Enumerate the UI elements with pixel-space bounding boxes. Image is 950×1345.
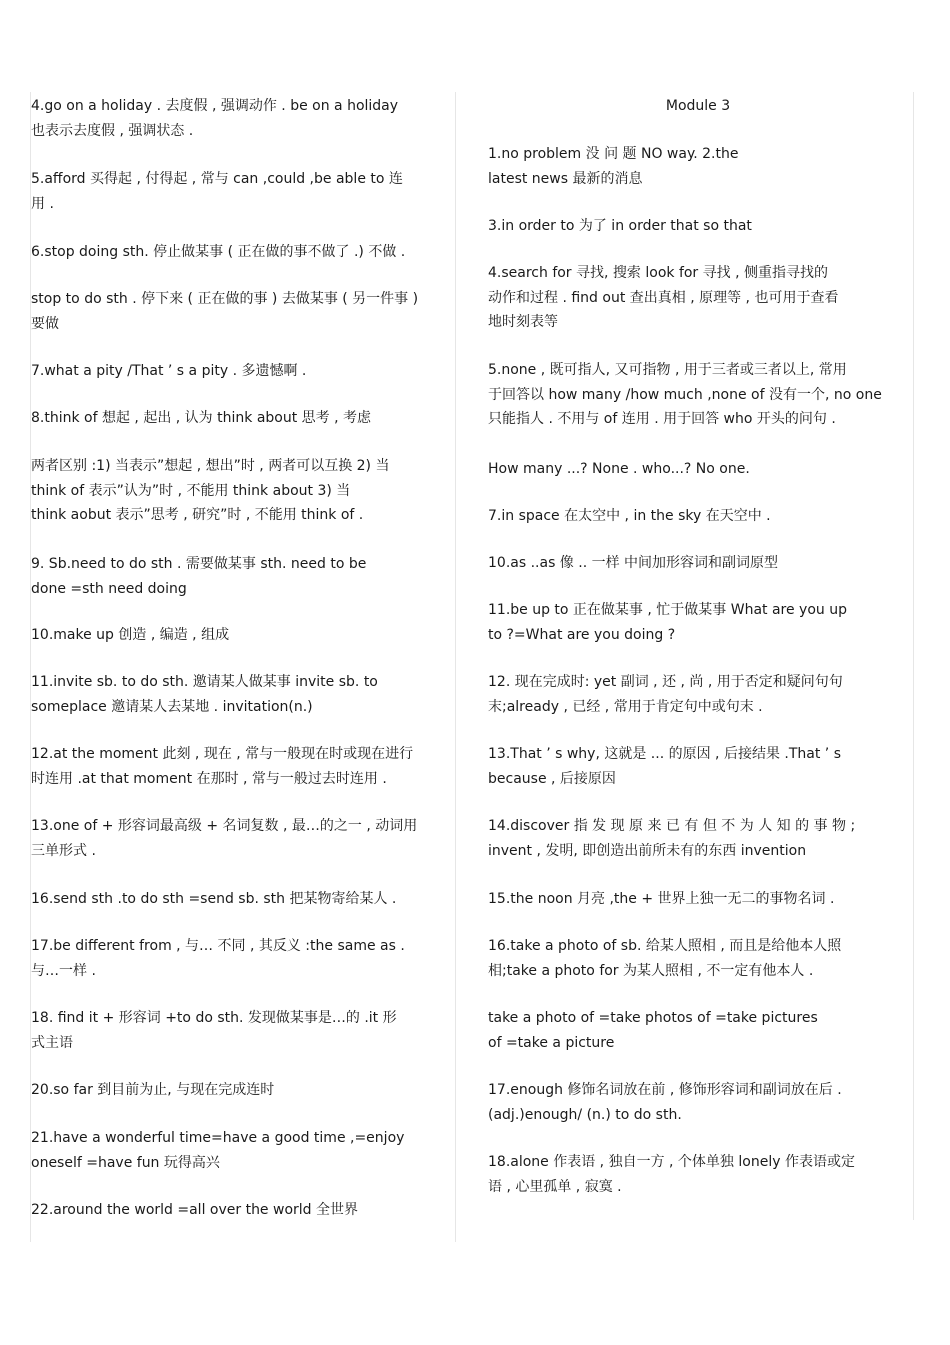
entry-line: because , 后接原因	[488, 770, 616, 787]
entry-line: 动作和过程 . find out 查出真相 , 原理等 , 也可用于查看	[488, 289, 839, 306]
entry-line: 13.That ’ s why, 这就是 ... 的原因 , 后接结果 .That ’ s	[488, 746, 842, 762]
entry-line: 只能指人 . 不用与 of 连用 . 用于回答 who 开头的问句 .	[488, 411, 836, 427]
entry-line: 12. 现在完成时: yet 副词 , 还 , 尚 , 用于否定和疑问句句	[488, 674, 843, 690]
entry-line: 12.at the moment 此刻 , 现在 , 常与一般现在时或现在进行	[31, 746, 414, 762]
entry-line: 7.what a pity /That ’ s a pity . 多遗憾啊 .	[31, 363, 307, 379]
entry-line: 18. find it + 形容词 +to do sth. 发现做某事是…的 .it 形	[31, 1010, 397, 1026]
entry-line: invent , 发明, 即创造出前所未有的东西 invention	[488, 842, 807, 859]
right-entry	[488, 504, 908, 529]
entry-line: think aobut 表示”思考 , 研究”时 , 不能用 think of .	[31, 507, 364, 523]
entry-line: (adj.)enough/ (n.) to do sth.	[488, 1106, 682, 1123]
entry-line: oneself =have fun 玩得高兴	[31, 1154, 220, 1171]
left-entry	[31, 742, 451, 791]
right-entry	[488, 142, 908, 191]
entry-line: 时连用 .at that moment 在那时 , 常与一般过去时连用 .	[31, 770, 387, 787]
entry-line: 11.invite sb. to do sth. 邀请某人做某事 invite sb. to	[31, 674, 378, 690]
entry-line: 17.enough 修饰名词放在前 , 修饰形容词和副词放在后 .	[488, 1082, 842, 1098]
entry-line: 17.be different from , 与… 不同 , 其反义 :the same as .	[31, 938, 405, 954]
entry-line: 1.no problem 没 问 题 NO way. 2.the	[488, 146, 739, 162]
left-entry	[31, 167, 451, 216]
right-entry	[488, 887, 908, 912]
entry-line: 5.none , 既可指人, 又可指物 , 用于三者或三者以上, 常用	[488, 362, 847, 378]
left-entry	[31, 1006, 451, 1055]
entry-line: 21.have a wonderful time=have a good time ,=enjoy	[31, 1130, 405, 1146]
entry-line: latest news 最新的消息	[488, 170, 643, 187]
entry-line: of =take a picture	[488, 1034, 615, 1051]
right-entry	[488, 1078, 908, 1127]
entry-line: stop to do sth . 停下来 ( 正在做的事 ) 去做某事 ( 另一件事 )	[31, 291, 419, 307]
right-entry	[488, 261, 908, 335]
entry-line: 20.so far 到目前为止, 与现在完成连时	[31, 1082, 275, 1098]
entry-line: 11.be up to 正在做某事 , 忙于做某事 What are you up	[488, 602, 847, 618]
entry-line: 三单形式 .	[31, 842, 96, 859]
entry-line: 3.in order to 为了 in order that so that	[488, 218, 752, 234]
left-entry	[31, 1078, 451, 1103]
left-entry	[31, 552, 451, 601]
right-entry	[488, 358, 908, 432]
entry-line: 16.take a photo of sb. 给某人照相 , 而且是给他本人照	[488, 938, 842, 954]
left-entry	[31, 814, 451, 863]
left-entry	[31, 406, 451, 431]
right-entry	[488, 1150, 908, 1199]
entry-line: 相;take a photo for 为某人照相 , 不一定有他本人 .	[488, 962, 814, 979]
entry-line: 18.alone 作表语 , 独自一方 , 个体单独 lonely 作表语或定	[488, 1154, 855, 1170]
entry-line: 末;already , 已经 , 常用于肯定句中或句末 .	[488, 698, 763, 715]
entry-line: someplace 邀请某人去某地 . invitation(n.)	[31, 698, 313, 715]
entry-line: take a photo of =take photos of =take pictures	[488, 1010, 818, 1026]
left-entry	[31, 94, 451, 143]
left-entry	[31, 934, 451, 983]
entry-line: 也表示去度假 , 强调状态 .	[31, 122, 194, 139]
right-entry	[488, 457, 908, 482]
entry-line: 4.go on a holiday . 去度假 , 强调动作 . be on a holiday	[31, 98, 399, 114]
entry-line: 9. Sb.need to do sth . 需要做某事 sth. need to be	[31, 556, 367, 572]
left-entry	[31, 454, 451, 528]
right-entry	[488, 670, 908, 719]
entry-line: 10.make up 创造 , 编造 , 组成	[31, 627, 230, 643]
entry-line: 式主语	[31, 1034, 73, 1051]
entry-line: 4.search for 寻找, 搜索 look for 寻找 , 侧重指寻找的	[488, 265, 828, 281]
entry-line: 15.the noon 月亮 ,the + 世界上独一无二的事物名词 .	[488, 891, 835, 907]
right-entry	[488, 742, 908, 791]
left-entry	[31, 359, 451, 384]
entry-line: 22.around the world =all over the world 全世界	[31, 1202, 358, 1218]
entry-line: 10.as ..as 像 .. 一样 中间加形容词和副词原型	[488, 555, 779, 571]
right-entry	[488, 1006, 908, 1055]
entry-line: 5.afford 买得起 , 付得起 , 常与 can ,could ,be able to 连	[31, 171, 403, 187]
entry-line: done =sth need doing	[31, 580, 187, 597]
entry-line: 用 .	[31, 195, 54, 212]
entry-line: 要做	[31, 315, 59, 332]
entry-line: Module 3	[665, 98, 731, 114]
left-entry	[31, 670, 451, 719]
entry-line: How many ...? None . who...? No one.	[488, 461, 750, 477]
right-entry	[488, 551, 908, 576]
left-entry	[31, 623, 451, 648]
right-entry	[488, 814, 908, 863]
left-entry	[31, 287, 451, 336]
entry-line: 与…一样 .	[31, 962, 96, 979]
entry-line: 语 , 心里孤单 , 寂寞 .	[488, 1178, 622, 1195]
entry-line: 于回答以 how many /how much ,none of 没有一个, no one	[488, 386, 882, 403]
left-entry	[31, 1126, 451, 1175]
entry-line: 14.discover 指 发 现 原 来 已 有 但 不 为 人 知 的 事 物 ;	[488, 818, 856, 834]
entry-line: 8.think of 想起 , 起出 , 认为 think about 思考 , 考虑	[31, 410, 372, 426]
left-entry	[31, 887, 451, 912]
entry-line: 7.in space 在太空中 , in the sky 在天空中 .	[488, 508, 771, 524]
right-entry	[488, 934, 908, 983]
left-column	[30, 92, 456, 1242]
left-entry	[31, 240, 451, 265]
entry-line: 地时刻表等	[488, 314, 558, 330]
right-entry	[488, 598, 908, 647]
right-column	[488, 92, 914, 1220]
entry-line: 两者区别 :1) 当表示”想起 , 想出”时 , 两者可以互换 2) 当	[31, 458, 390, 474]
entry-line: to ?=What are you doing ?	[488, 626, 676, 643]
entry-line: 16.send sth .to do sth =send sb. sth 把某物寄给某人 .	[31, 891, 397, 907]
entry-line: think of 表示”认为”时 , 不能用 think about 3) 当	[31, 482, 351, 499]
left-entry	[31, 1198, 451, 1223]
right-entry	[488, 214, 908, 239]
right-entry	[488, 94, 908, 119]
entry-line: 13.one of + 形容词最高级 + 名词复数 , 最…的之一 , 动词用	[31, 818, 418, 834]
entry-line: 6.stop doing sth. 停止做某事 ( 正在做的事不做了 .) 不做 .	[31, 244, 406, 260]
